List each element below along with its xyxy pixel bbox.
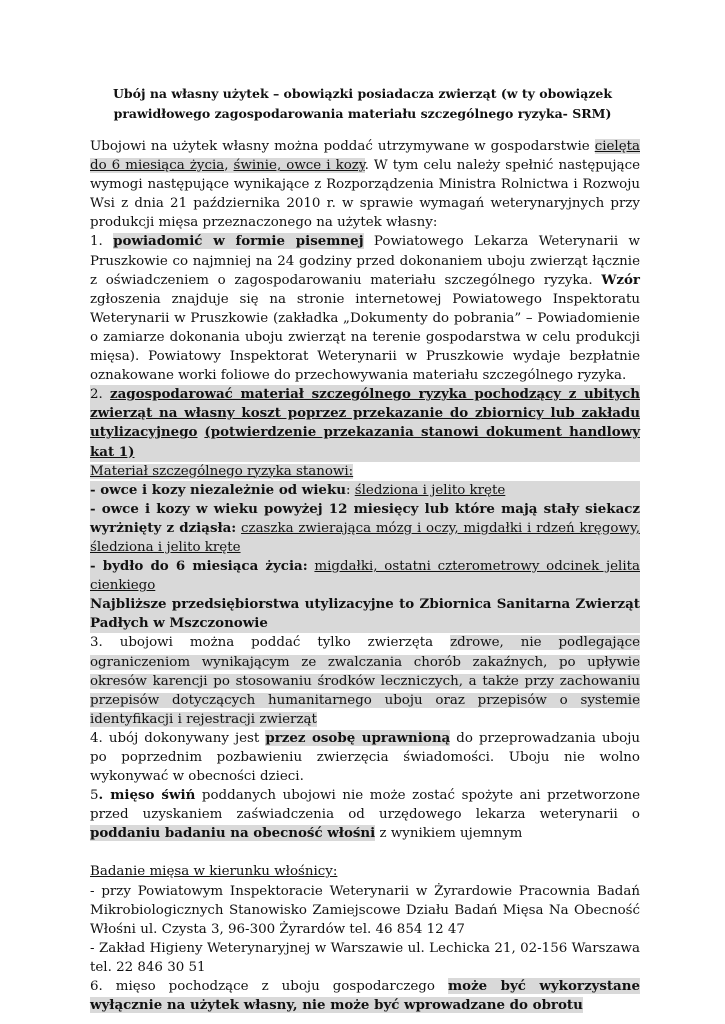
intro-sep: , <box>224 158 234 174</box>
intro-paragraph <box>90 137 640 232</box>
point-6 <box>90 977 640 1015</box>
intro-rest: . W tym celu należy spełnić następujące wymogi następujące wynikające z Rozporządzenia Ministra Rolnictwa i Rozwoju Wsi z dnia 21 października 2010 r. w sprawie wymagań weterynaryjnych przy produkcji mięsa przeznaczonego na użytek własny: <box>90 158 640 231</box>
point-4-rest: do przeprowadzania uboju po poprzednim pozbawieniu zwierzęcia świadomości. Uboju nie wolno wykonywać w obecności dzieci. <box>90 730 640 785</box>
intro-animals: świnie, owce i kozy <box>233 158 365 174</box>
point-1-text: Powiatowego Lekarza Weterynarii w Pruszkowie co najmniej na 24 godziny przed dokonaniem uboju zwierząt łącznie z oświadczeniem o zagospodarowaniu materiału szczególnego ryzyka. <box>90 234 640 288</box>
point-2-bold: zagospodarować materiał szczególnego ryzyka pochodzący z ubitych zwierząt na własny koszt poprzez przekazanie do zbiornicy lub zakładu utylizacyjnego <box>90 386 640 441</box>
srm-item-2-bold: - owce i kozy w wieku powyżej 12 miesięcy lub które mają stały siekacz wyrżnięty z dziąsła: <box>90 500 640 536</box>
point-2-note: (potwierdzenie przekazania stanowi dokument handlowy kat 1) <box>90 424 640 460</box>
srm-item-3-text: migdałki, ostatni czterometrowy odcinek jelita cienkiego <box>90 559 640 594</box>
trich-heading <box>90 862 640 881</box>
document-title <box>100 84 625 124</box>
point-3 <box>90 633 640 728</box>
srm-heading <box>90 462 640 481</box>
srm-item-3 <box>90 557 640 595</box>
srm-item-3-bold: - bydło do 6 miesiąca życia: <box>90 558 308 575</box>
document-body <box>90 137 640 1015</box>
point-4-text: 4. ubój dokonywany jest <box>90 730 266 746</box>
point-1-bold: powiadomić w formie pisemnej <box>113 233 364 250</box>
spacer <box>90 843 640 862</box>
trich-heading-text: Badanie mięsa w kierunku włośnicy: <box>90 864 338 880</box>
srm-item-1-text: śledziona i jelito kręte <box>354 482 506 498</box>
point-5-rest: z wynikiem ujemnym <box>375 826 523 842</box>
point-5-text: poddanych ubojowi nie może zostać spożyte ani przetworzone przed uzyskaniem zaświadczenia od urzędowego lekarza weterynarii o <box>90 788 640 823</box>
intro-calves: cielęta do 6 miesiąca życia <box>90 139 640 174</box>
point-4-bold: przez osobę uprawnioną <box>265 729 451 746</box>
point-1-text-2: zgłoszenia znajduje się na stronie internetowej Powiatowego Inspektoratu Weterynarii w Pruszkowie (zakładka „Dokumenty do pobrania” – Powiadomienie o zamiarze dokonania uboju zwierząt na terenie gospodarstwa w celu produkcji mięsa). Powiatowy Inspektorat Weterynarii w Pruszkowie wydaje bezpłatnie oznakowane worki foliowe do przechowywania materiału szczególnego ryzyka. <box>90 291 640 384</box>
point-1 <box>90 232 640 385</box>
point-5 <box>90 786 640 843</box>
point-2-number: 2. <box>90 387 111 403</box>
point-5-test: poddaniu badaniu na obecność włośni <box>90 825 376 842</box>
nearest-plant: Najbliższe przedsiębiorstwa utylizacyjne to Zbiornica Sanitarna Zwierząt Padłych w Mszczonowie <box>90 595 640 633</box>
point-4 <box>90 729 640 786</box>
point-3-conditions: zdrowe, nie podlegające ograniczeniom wynikającym ze zwalczania chorób zakaźnych, po upływie okresów karencji po stosowaniu środków leczniczych, a także przy zachowaniu przepisów dotyczących humanitarnego uboju oraz przepisów o systemie identyfikacji i rejestracji zwierząt <box>90 635 640 727</box>
point-3-text: 3. ubojowi można poddać tylko zwierzęta <box>90 635 451 651</box>
point-5-bold: . mięso świń <box>98 787 196 804</box>
srm-item-1: - owce i kozy niezależnie od wieku: śledziona i jelito kręte <box>90 481 640 500</box>
srm-heading-text: Materiał szczególnego ryzyka stanowi: <box>90 463 354 479</box>
point-1-number: 1. <box>90 234 114 250</box>
trich-item-1: - przy Powiatowym Inspektoracie Weterynarii w Żyrardowie Pracownia Badań Mikrobiologicznych Stanowisko Zamiejscowe Działu Badań Mięsa Na Obecność Włośni ul. Czysta 3, 96-300 Żyrardów tel. 46 854 12 47 <box>90 883 640 937</box>
intro-text: Ubojowi na użytek własny można poddać utrzymywane w gospodarstwie <box>90 139 595 154</box>
title-line-2: prawidłowego zagospodarowania materiału szczególnego ryzyka- SRM) <box>113 106 612 121</box>
point-6-bold: może być wykorzystane wyłącznie na użytek własny, nie może być wprowadzane do obrotu <box>90 978 640 1014</box>
title-line-1: Ubój na własny użytek – obowiązki posiadacza zwierząt (w ty obowiązek <box>112 86 613 101</box>
point-1-template: Wzór <box>601 271 640 288</box>
srm-item-2-text: czaszka zwierająca mózg i oczy, migdałki i rdzeń kręgowy, śledziona i jelito kręte <box>90 520 640 555</box>
srm-item-1-bold: - owce i kozy niezależnie od wieku <box>90 481 346 498</box>
point-2 <box>90 385 640 461</box>
trich-item-2: - Zakład Higieny Weterynaryjnej w Warszawie ul. Lechicka 21, 02-156 Warszawa tel. 22 846 30 51 <box>90 940 640 975</box>
srm-item-2 <box>90 500 640 557</box>
point-5-number: 5 <box>90 788 99 804</box>
point-6-text: 6. mięso pochodzące z uboju gospodarczego <box>90 979 448 995</box>
